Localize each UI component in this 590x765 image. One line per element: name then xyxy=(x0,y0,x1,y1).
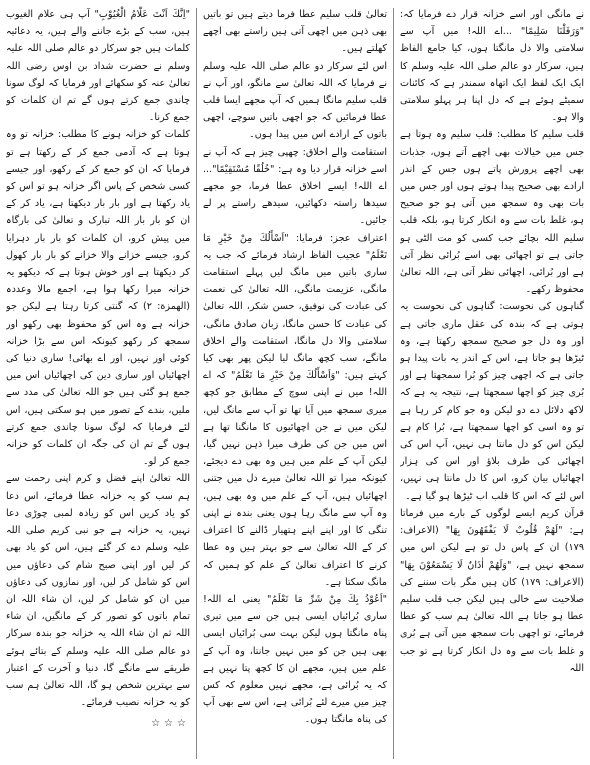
column-divider xyxy=(196,8,197,759)
column-left xyxy=(6,6,190,761)
paragraph: "اَعُوْذُ بِكَ مِنْ شَرِّ مَا تَعْلَمُ" یعنی اے اللہ! ساری بُرائیاں ایسی ہیں جن سے میں تیری پناہ مانگتا ہوں لیکن بہت سی بُرائیاں ایسی بھی ہیں جن کو میں نہیں جانتا، وہ آپ کے علم میں ہیں، مجھے ان کا کچھ پتا نہیں ہے کہ یہ بُرائی ہے، مجھے نہیں معلوم کہ کس چیز میں میرے لئے بُرائی ہے، اس سے بھی آپ کی پناہ مانگتا ہوں۔ xyxy=(203,593,387,726)
paragraph: گناہوں کی نحوست: گناہوں کی نحوست یہ ہوتی ہے کہ بندہ کی عقل ماری جاتی ہے اور وہ دل جو صحیح سمجھ رکھتا ہے، وہ ٹیڑھا ہو جاتا ہے، اس کے اندر یہ بات پیدا ہو جاتی ہے کہ اچھی چیز کو بُرا سمجھتا ہے اور بُری چیز کو اچھا سمجھتا ہے، نتیجہ یہ ہے کہ لاکھ دلائل دے دو لیکن وہ جو کام کر رہا ہے تو وہ اسی کو اچھا سمجھتا ہے، بُرا کام ہے لیکن اس کو دل مانتا ہی نہیں، آپ اس کی اچھائی کی طرف بلاؤ اور اس کی ہزار اچھائیاں بیان کرو، اس کا دل مانتا ہی نہیں، اس لئے کہ اس کا قلب اب ٹیڑھا ہو گیا ہے۔ xyxy=(400,301,584,502)
column-divider xyxy=(393,8,394,759)
paragraph: قرآن کریم ایسے لوگوں کے بارے میں فرماتا ہے: "لَهُمْ قُلُوبٌ لَا يَفْقَهُونَ بِهَا" (الاعراف: ۱۷۹) ان کے پاس دل تو ہے لیکن اس میں سمجھ نہیں ہے، "وَلَهُمْ اٰذَانٌ لَا يَسْمَعُوْنَ بِهَا" (الاعراف: ۱۷۹) کان ہیں مگر بات سننے کی صلاحیت سے خالی ہیں لیکن جب قلب سلیم عطا ہو جاتا ہے اللہ تعالیٰ ہم سب کو عطا فرمائے، تو اچھی بات سمجھ میں آتی ہے بُری و غلط بات سے وہ دل انکار کرتا ہے تو جب اللہ xyxy=(400,507,584,674)
paragraph: قلب سلیم کا مطلب: قلب سلیم وہ ہوتا ہے جس میں خیالات بھی اچھے آتے ہوں، جذبات بھی اچھے پرورش پاتے ہوں جس کے اندر ارادے بھی صحیح پیدا ہوتے ہوں اور جس میں بات بھی وہ سمجھ میں آتی ہو جو صحیح ہو، غلط بات سے وہ انکار کرتا ہو، بلکہ قلب سلیم اللہ بچائے جب کسی کو مت الٹی ہو جاتی ہے تو اچھائی بھی اسے بُرائی نظر آتی ہے اور بُرائی، اچھائی نظر آتی ہے، اللہ تعالیٰ محفوظ رکھے۔ xyxy=(400,129,584,296)
paragraph: استقامت والے اخلاق: چھپی چیز ہے کہ آپ نے اسے خزانہ قرار دیا وہ ہے: "خُلُقًا مُسْتَقِيْمًا"... اے اللہ! ایسے اخلاق عطا فرما، جو مجھے سیدھا راستہ دکھائیں، سیدھے راستے پر لے جائیں۔ xyxy=(203,146,387,227)
paragraph: "اِنَّكَ اَنْتَ عَلَّامُ الْغُيُوْبِ" آپ ہی علام الغیوب ہیں، سب کے بڑے جاننے والے ہیں، یہ دعائیہ کلمات ہیں جو سرکار دو عالم صلی اللہ علیہ وسلم نے حضرت شداد بن اوس رضی اللہ تعالیٰ عنہ کو سکھائے اور فرمایا کہ لوگ سونا چاندی جمع کرتے ہوں گے تم ان کلمات کو جمع کرنا۔ xyxy=(6,9,190,124)
text-columns xyxy=(6,6,584,761)
end-mark-stars: ☆☆☆ xyxy=(151,718,190,730)
paragraph: کلمات کو خزانہ ہونے کا مطلب: خزانہ تو وہ ہوتا ہے کہ آدمی جمع کر کے رکھتا ہے تو فرمایا کہ ان کو جمع کر کے رکھو، اور جیسے کسی شخص کے پاس اگر خزانہ ہو تو اس کو یاد رکھتا ہے اور بار بار دیکھتا ہے، یاد کر کے ان کو بار بار اللہ تبارک و تعالیٰ کی بارگاہ میں پیش کرو، ان کلمات کو بار بار دہرایا کرو، جیسے خزانے والا خزانے کو بار بار کھول کر دیکھتا ہے اور خوش ہوتا ہے کہ دیکھو یہ خزانہ میرا رکھا ہوا ہے، اجمع مالا وعددہ (الھمزة: ۲) کہ گنتی کرتا رہتا ہے لیکن جو خزانہ ہے وہ اس کو محفوظ بھی رکھو اور سمجھ کر رکھو کیونکہ اس سے بڑا خزانہ کوئی اور نہیں، اور اے بھائی! ساری دنیا کی اچھائیاں اور ساری دین کی اچھائیاں اس میں جمع ہو گئی ہیں جو اللہ تعالیٰ کی مدد سے ملیں، بندے کے تصور میں ہو سکتی ہیں، اس لئے فرمایا کہ لوگ سونا چاندی جمع کرتے ہوں گے تم ان کی جگہ ان کلمات کو خزانہ جمع کر لو۔ xyxy=(6,129,190,468)
paragraph: تعالیٰ قلب سلیم عطا فرما دیتے ہیں تو باتیں بھی ذہن میں اچھی آتی ہیں راستے بھی اچھے کھلتے ہیں۔ xyxy=(203,9,387,55)
paragraph: اعتراف عجز: فرمایا: "اَسْأَلُكَ مِنْ خَيْرِ مَا تَعْلَمُ" عجیب الفاظ ارشاد فرمائے کہ جب یہ ساری باتیں میں مانگ لیں پہلے استقامت مانگی، عزیمت مانگی، اللہ تعالیٰ کی نعمت کی عبادت کی نوفیق، حسن شکر، اللہ تعالیٰ کی عبادت کا حسن مانگا، زبان صادق مانگی، سلامتی والا دل مانگا، استقامت والے اخلاق مانگے، سب کچھ مانگ لیا لیکن پھر بھی کیا کہتے ہیں: "وَاَسْأَلُكَ مِنْ خَيْرِ مَا تَعْلَمُ" کہ اے اللہ! میں نے اپنی سوچ کے مطابق جو کچھ میری سمجھ میں آیا تھا تو آپ سے مانگ لیں، لیکن میں نے جن اچھائیوں کا مانگنا تھا ہے اس میں جن کی طرف میرا ذہن نہیں گیا، لیکن آپ کے علم میں ہیں وہ بھی دے دیجئے، کیونکہ میرا تو اللہ تعالیٰ میرے دل میں جتنی اچھائیاں ہیں، آپ کے علم میں وہ بھی ہیں، وہ آپ سے مانگ رہا ہوں یعنی بندہ نے اپنی تنگی کا اور اپنے اپنے ہتھیار ڈالنے کا اعتراف کر کے اللہ تعالیٰ سے جو بہتر ہیں وہ عطا کرنے کا اعتراف تعالیٰ کے علم کو ہمیں کہ مانگ سکتا ہے۔ xyxy=(203,232,387,588)
paragraph: نے مانگی اور اسے خزانہ قرار دے فرمایا کہ: "وَرَفَلْنَا سَلِیمًا" ...اے اللہ! میں آپ سے سلامتی والا دل مانگتا ہوں، کیا جامع الفاظ ہیں، سرکار دو عالم صلی اللہ علیہ وسلم کا ایک ایک لفظ ایک اتھاہ سمندر ہے کہ کائنات سمیٹے ہوئے ہے کہ دل اپنا ہر پہلو سلامتی والا ہو۔ xyxy=(400,9,584,124)
column-middle xyxy=(203,6,387,761)
paragraph: اس لئے سرکار دو عالم صلی اللہ علیہ وسلم نے فرمایا کہ اللہ تعالیٰ سے مانگو، اور آپ نے قلب سلیم مانگا ہمیں کہ آپ مجھے ایسا قلب عطا فرمائیں کہ جو اچھی باتیں سوچے، اچھی باتوں کے ارادے اس میں پیدا ہوں۔ xyxy=(203,60,387,141)
paragraph: اللہ تعالیٰ اپنے فضل و کرم اپنی رحمت سے ہم سب کو یہ خزانہ عطا فرمائے، اس دعا کو یاد کریں اس کو زیادہ لمبی چوڑی دعا نہیں، یہ خزانہ ہے جو نبی کریم صلی اللہ علیہ وسلم دے کر گئے ہیں، اس کو یاد بھی کر لیں اور اپنی صبح شام کی دعاؤں میں اس کو شامل کر لیں، اور نمازوں کی دعاؤں میں ان کو شامل کر لیں، ان شاء اللہ ان تمام باتوں کو تصور کر کے مانگیں، ان شاء اللہ ثم ان شاء اللہ یہ خزانہ جو بندہ سرکار دو عالم صلی اللہ علیہ وسلم کے بتائے ہوئے طریقے سے مانگے گا، دنیا و آخرت کے اعتبار سے بہترین شخص ہو گا، اللہ تعالیٰ ہم سب کو یہ خزانہ نصیب فرمائے۔ xyxy=(6,473,190,709)
column-right xyxy=(400,6,584,761)
